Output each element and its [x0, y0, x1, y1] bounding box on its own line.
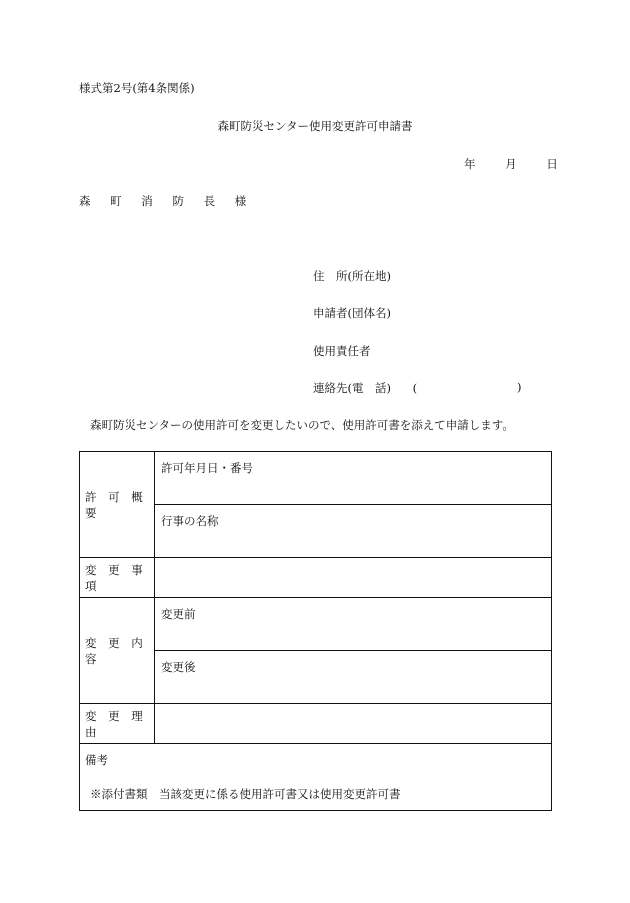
applicant-address-label: 住 所(所在地): [313, 269, 391, 283]
table-row: [80, 598, 552, 651]
table-row: [80, 704, 552, 744]
change-items-header: 変 更 事 項: [80, 558, 155, 598]
change-items-field[interactable]: [155, 558, 552, 598]
table-row: [80, 452, 552, 505]
document-title: 森町防災センター使用変更許可申請書: [217, 119, 413, 133]
table-row: [80, 558, 552, 598]
contact-paren-open: (: [412, 381, 418, 395]
attachment-note: ※添付書類 当該変更に係る使用許可書又は使用変更許可書: [90, 787, 401, 801]
date-month: 月: [505, 157, 517, 171]
contact-paren-close: ): [517, 380, 522, 394]
date-line: [464, 156, 558, 172]
addressee: 森 町 消 防 長 様: [79, 194, 255, 208]
notes-label: 備考: [85, 753, 108, 767]
change-content-header: 変 更 内 容: [80, 598, 155, 704]
event-name-field[interactable]: [155, 505, 552, 558]
after-change-field[interactable]: [155, 651, 552, 704]
request-statement: 森町防災センターの使用許可を変更したいので、使用許可書を添えて申請します。: [90, 418, 514, 432]
permission-date-number-field[interactable]: [155, 452, 552, 505]
form-number: 様式第2号(第4条関係): [79, 81, 195, 95]
permission-date-number-label: 許可年月日・番号: [161, 461, 253, 475]
application-form-table: [79, 451, 552, 811]
event-name-label: 行事の名称: [161, 514, 219, 528]
change-reason-header: 変 更 理 由: [80, 704, 155, 744]
after-change-label: 変更後: [161, 660, 196, 674]
responsible-person-label: 使用責任者: [313, 344, 371, 358]
permission-summary-header: 許 可 概 要: [80, 452, 155, 558]
contact-label: 連絡先(電 話): [313, 381, 391, 395]
applicant-name-label: 申請者(団体名): [313, 306, 391, 320]
date-day: 日: [546, 157, 558, 171]
contact-line: [313, 380, 522, 396]
before-change-field[interactable]: [155, 598, 552, 651]
date-year: 年: [464, 157, 476, 171]
change-reason-field[interactable]: [155, 704, 552, 744]
before-change-label: 変更前: [161, 607, 196, 621]
